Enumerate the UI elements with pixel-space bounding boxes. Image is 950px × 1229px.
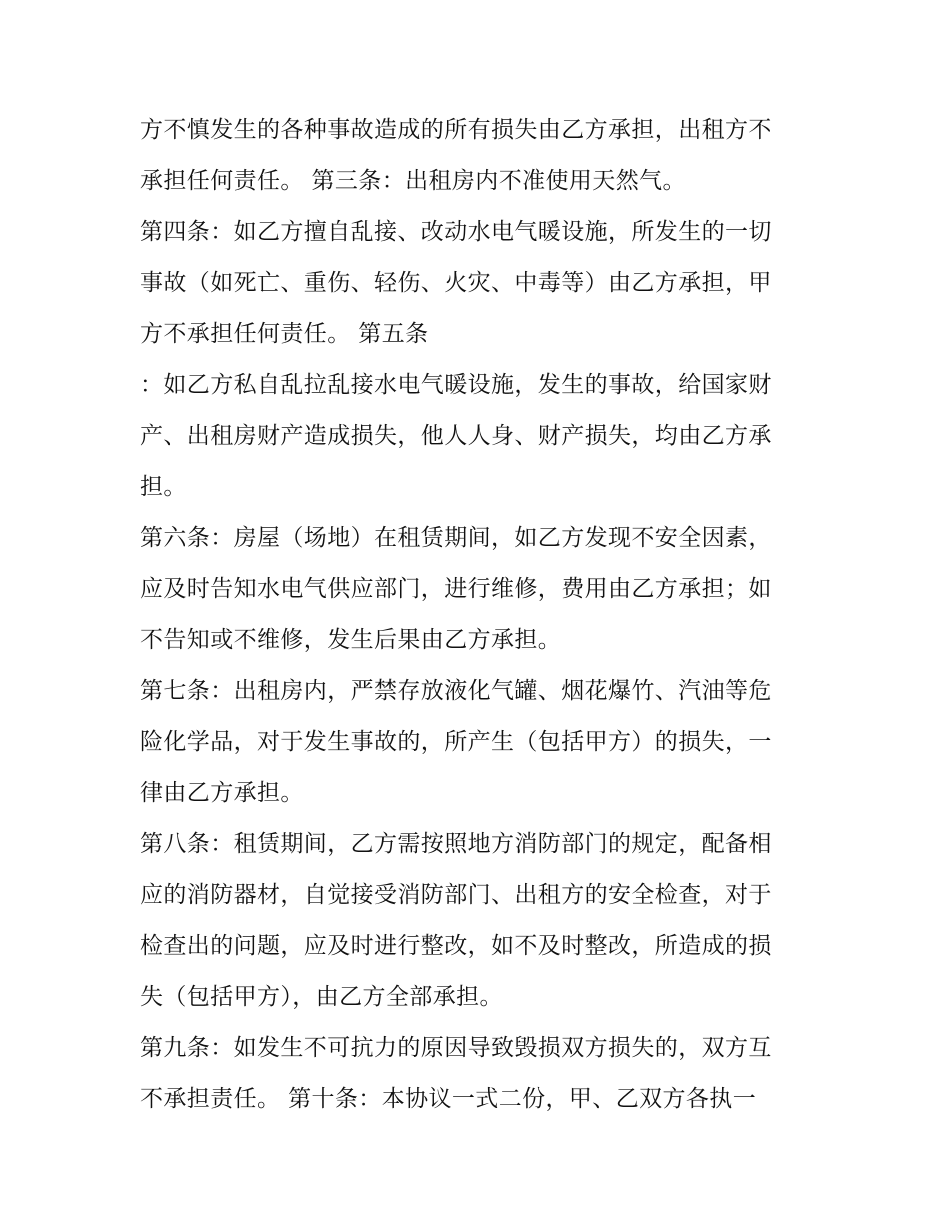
text-line: 事故（如死亡、重伤、轻伤、火灾、中毒等）由乙方承担，甲 — [140, 270, 772, 296]
text-line: 险化学品，对于发生事故的，所产生（包括甲方）的损失，一 — [140, 729, 772, 755]
text-line: 不告知或不维修，发生后果由乙方承担。 — [140, 627, 562, 653]
text-line: 应及时告知水电气供应部门，进行维修，费用由乙方承担；如 — [140, 576, 772, 602]
text-line: 第八条：租赁期间，乙方需按照地方消防部门的规定，配备相 — [140, 831, 772, 857]
text-line: 承担任何责任。 第三条：出租房内不准使用天然气。 — [140, 168, 686, 194]
text-line: 失（包括甲方），由乙方全部承担。 — [140, 984, 503, 1010]
text-line: 应的消防器材，自觉接受消防部门、出租方的安全检查，对于 — [140, 882, 772, 908]
text-line: 第九条：如发生不可抗力的原因导致毁损双方损失的，双方互 — [140, 1035, 772, 1061]
text-line: 检查出的问题，应及时进行整改，如不及时整改，所造成的损 — [140, 933, 772, 959]
text-line: 方不慎发生的各种事故造成的所有损失由乙方承担，出租方不 — [140, 117, 772, 143]
text-line: 第六条：房屋（场地）在租赁期间，如乙方发现不安全因素， — [140, 525, 772, 551]
text-line: 律由乙方承担。 — [140, 780, 304, 806]
text-line: 不承担责任。 第十条：本协议一式二份，甲、乙双方各执一 — [140, 1086, 757, 1112]
text-line: 产、出租房财产造成损失，他人人身、财产损失，均由乙方承 — [140, 423, 772, 449]
text-line: 担。 — [140, 474, 187, 500]
text-line: ：如乙方私自乱拉乱接水电气暖设施，发生的事故，给国家财 — [140, 372, 772, 398]
text-line: 第四条：如乙方擅自乱接、改动水电气暖设施，所发生的一切 — [140, 219, 772, 245]
text-line: 第七条：出租房内，严禁存放液化气罐、烟花爆竹、汽油等危 — [140, 678, 772, 704]
document-body — [140, 105, 820, 1125]
text-line: 方不承担任何责任。 第五条 — [140, 321, 429, 347]
